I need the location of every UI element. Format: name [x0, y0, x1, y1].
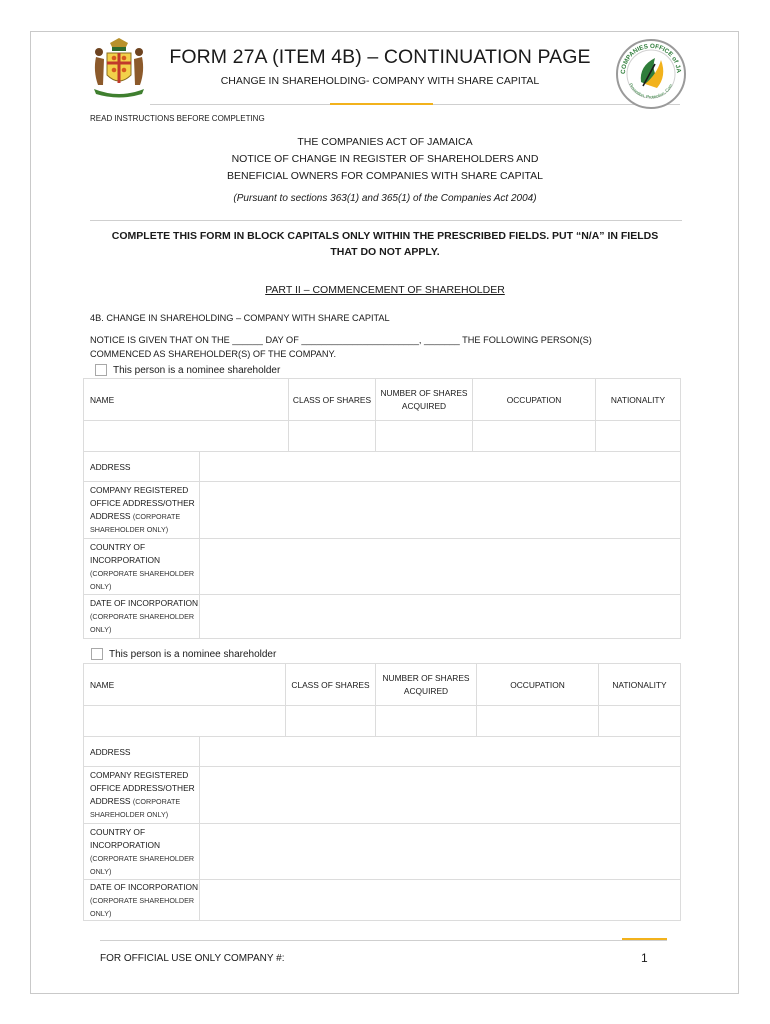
number-header-line-2: ACQUIRED: [401, 400, 447, 411]
nationality-field-2[interactable]: [599, 706, 681, 737]
reg2-small-2: SHAREHOLDER ONLY): [90, 810, 169, 819]
name-field-2[interactable]: [84, 706, 286, 737]
reg2-line-2: OFFICE ADDRESS/OTHER: [90, 783, 195, 793]
reg-line-1: COMPANY REGISTERED: [90, 485, 189, 495]
notice-line-2: COMMENCED AS SHAREHOLDER(S) OF THE COMPANY.: [90, 349, 337, 359]
address-field-1[interactable]: [200, 452, 681, 482]
occupation-header-2: OCCUPATION: [477, 664, 599, 706]
class-of-shares-header: CLASS OF SHARES: [289, 379, 376, 421]
date-line-1: DATE OF INCORPORATION: [90, 598, 199, 608]
class-of-shares-header-2: CLASS OF SHARES: [286, 664, 376, 706]
reg-line-2: OFFICE ADDRESS/OTHER: [90, 498, 195, 508]
country2-small-1: (CORPORATE SHAREHOLDER: [90, 853, 195, 863]
country-label: [84, 539, 200, 595]
occupation-field-1[interactable]: [473, 421, 596, 452]
class-field-1[interactable]: [289, 421, 376, 452]
page-title: FORM 27A (ITEM 4B) – CONTINUATION PAGE: [169, 46, 591, 68]
act-line-3: BENEFICIAL OWNERS FOR COMPANIES WITH SHARE CAPITAL: [226, 170, 543, 182]
nominee-checkbox-1[interactable]: [95, 364, 107, 376]
address-table-1: [83, 451, 681, 639]
seal-text: COMPANIES OFFICE of JA: [619, 42, 683, 75]
reg-small-1: (CORPORATE: [132, 512, 181, 521]
name-field-1[interactable]: [84, 421, 289, 452]
seal-motto: Promotion, Protection, Com: [628, 82, 674, 100]
country-small-2: ONLY): [90, 581, 112, 591]
nationality-header-2: NATIONALITY: [599, 664, 681, 706]
coat-of-arms-icon: [88, 37, 150, 106]
reg2-small-1: (CORPORATE: [132, 797, 181, 806]
nominee-label-2: This person is a nominee shareholder: [109, 648, 277, 660]
registered-office-label: [84, 482, 200, 539]
number-header-2-line-2: ACQUIRED: [403, 685, 449, 696]
country-field-2[interactable]: [200, 824, 681, 880]
country-label-2: [84, 824, 200, 880]
nationality-header: NATIONALITY: [596, 379, 681, 421]
country2-small-2: ONLY): [90, 866, 112, 876]
reg2-line-3: ADDRESS: [90, 796, 131, 806]
registered-office-field-1[interactable]: [200, 482, 681, 539]
number-header-line-1: NUMBER OF SHARES: [380, 387, 468, 398]
shareholder-table-2: [83, 663, 681, 737]
date-small-1: (CORPORATE SHAREHOLDER: [90, 612, 195, 621]
section-title: 4B. CHANGE IN SHAREHOLDING – COMPANY WITH SHARE CAPITAL: [90, 313, 390, 323]
reg-small-2: SHAREHOLDER ONLY): [90, 525, 169, 534]
name-header: NAME: [84, 379, 289, 421]
address-field-2[interactable]: [200, 737, 681, 767]
address-table-2: [83, 736, 681, 921]
date2-small-2: ONLY): [90, 908, 112, 918]
country2-line-2: INCORPORATION: [90, 839, 161, 850]
number-of-shares-header: [376, 379, 473, 421]
number-field-2[interactable]: [376, 706, 477, 737]
act-line-2: NOTICE OF CHANGE IN REGISTER OF SHAREHOLDERS AND: [231, 153, 539, 165]
date-of-incorporation-field-1[interactable]: [200, 595, 681, 639]
part-title: PART II – COMMENCEMENT OF SHAREHOLDER: [265, 284, 505, 296]
act-line-1: THE COMPANIES ACT OF JAMAICA: [297, 136, 473, 148]
address-label: ADDRESS: [84, 452, 200, 482]
notice-line-1: NOTICE IS GIVEN THAT ON THE ______ DAY OF _______________________, _______ THE FOLLOWING PERSON(S): [90, 335, 592, 345]
date-of-incorporation-label: [84, 595, 200, 639]
registered-office-field-2[interactable]: [200, 767, 681, 824]
occupation-header: OCCUPATION: [473, 379, 596, 421]
number-header-2-line-1: NUMBER OF SHARES: [382, 672, 470, 683]
registered-office-label-2: [84, 767, 200, 824]
instructions-note: READ INSTRUCTIONS BEFORE COMPLETING: [90, 114, 265, 123]
act-divider: [90, 220, 682, 221]
date2-small-1: (CORPORATE SHAREHOLDER: [90, 895, 195, 905]
date-small-2: ONLY): [90, 625, 112, 634]
page-number: 1: [641, 951, 648, 965]
date-of-incorporation-field-2[interactable]: [200, 880, 681, 921]
page-subtitle: CHANGE IN SHAREHOLDING- COMPANY WITH SHARE CAPITAL: [220, 75, 540, 87]
class-field-2[interactable]: [286, 706, 376, 737]
nominee-checkbox-row-1[interactable]: [95, 364, 280, 376]
block-capitals-note: [90, 228, 680, 260]
block-note-line-2: THAT DO NOT APPLY.: [330, 246, 440, 258]
footer-divider: [100, 940, 667, 941]
date2-line-1: DATE OF INCORPORATION: [90, 881, 199, 892]
companies-office-seal-icon: [615, 38, 687, 115]
number-field-1[interactable]: [376, 421, 473, 452]
pursuant-note: (Pursuant to sections 363(1) and 365(1) of the Companies Act 2004): [233, 193, 537, 204]
country-field-1[interactable]: [200, 539, 681, 595]
number-of-shares-header-2: [376, 664, 477, 706]
country-small-1: (CORPORATE SHAREHOLDER: [90, 568, 195, 578]
nominee-label-1: This person is a nominee shareholder: [113, 364, 281, 376]
occupation-field-2[interactable]: [477, 706, 599, 737]
header-accent: [330, 103, 433, 105]
country-line-2: INCORPORATION: [90, 554, 161, 565]
official-use-label: FOR OFFICIAL USE ONLY COMPANY #:: [100, 953, 285, 964]
nominee-checkbox-2[interactable]: [91, 648, 103, 660]
country-line-1: COUNTRY OF: [90, 541, 146, 552]
reg-line-3: ADDRESS: [90, 511, 131, 521]
name-header-2: NAME: [84, 664, 286, 706]
block-note-line-1: COMPLETE THIS FORM IN BLOCK CAPITALS ONLY WITHIN THE PRESCRIBED FIELDS. PUT “N/A” IN FIELDS: [111, 230, 659, 242]
address-label-2: ADDRESS: [84, 737, 200, 767]
reg2-line-1: COMPANY REGISTERED: [90, 770, 189, 780]
nominee-checkbox-row-2[interactable]: [91, 648, 276, 660]
country2-line-1: COUNTRY OF: [90, 826, 146, 837]
nationality-field-1[interactable]: [596, 421, 681, 452]
footer-accent: [622, 938, 667, 940]
date-of-incorporation-label-2: [84, 880, 200, 921]
shareholder-table-1: [83, 378, 681, 452]
